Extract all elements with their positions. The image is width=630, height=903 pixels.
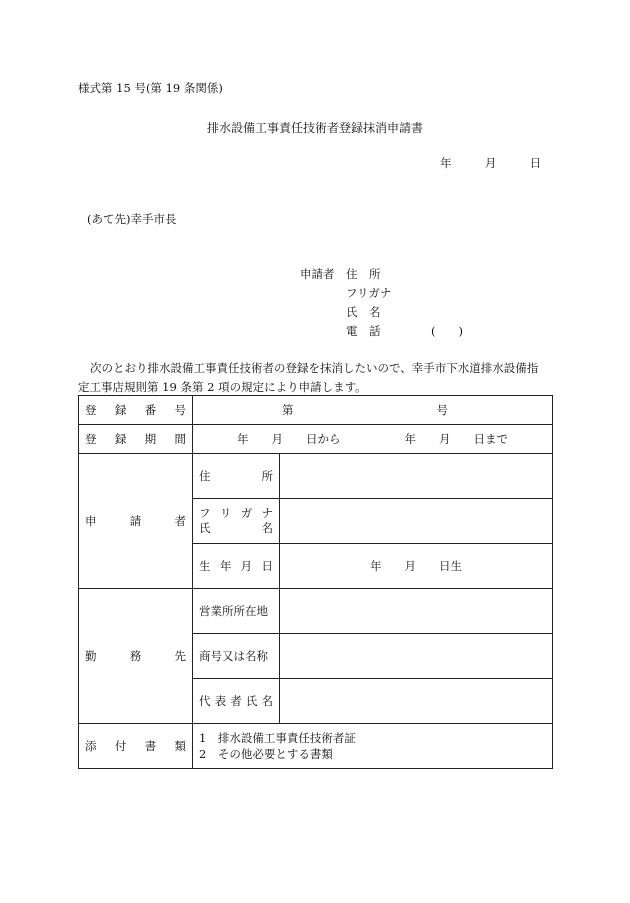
date-month-label: 月 xyxy=(484,156,497,170)
birth-label-cell: 生 年 月 日 xyxy=(193,544,280,589)
office-location-value-cell[interactable] xyxy=(280,589,553,634)
document-title: 排水設備工事責任技術者登録抹消申請書 xyxy=(206,121,423,135)
row-attachments xyxy=(79,724,553,769)
representative-value-cell[interactable] xyxy=(280,679,553,724)
reg-period-label-cell: 登 録 期 間 xyxy=(79,425,193,454)
date-year-label: 年 xyxy=(440,156,452,170)
reg-period-from: 年 月 日から xyxy=(237,432,341,446)
applicant-furigana-label: フリガナ xyxy=(346,286,392,300)
attachments-value-cell xyxy=(193,724,553,769)
reg-number-go: 号 xyxy=(436,403,448,417)
row-office-location xyxy=(79,589,553,634)
representative-label-cell: 代 表 者 氏 名 xyxy=(193,679,280,724)
applicant-role: 申請者 xyxy=(300,267,335,281)
birth-value-cell[interactable] xyxy=(280,544,553,589)
birth-value: 年 月 日生 xyxy=(370,559,462,573)
applicant-block xyxy=(300,266,463,342)
row-registration-number xyxy=(79,396,553,425)
date-day-label: 日 xyxy=(529,156,542,170)
reg-number-label-cell: 登 録 番 号 xyxy=(79,396,193,425)
trade-name-value-cell[interactable] xyxy=(280,634,553,679)
trade-name-label-cell xyxy=(193,634,280,679)
office-location-label-cell xyxy=(193,589,280,634)
applicant-phone-label: 電 話 xyxy=(346,324,381,338)
reg-number-value-cell[interactable] xyxy=(193,396,553,425)
reg-period-to: 年 月 日まで xyxy=(404,432,508,446)
applicant-phone-paren: ( ) xyxy=(431,324,463,338)
workplace-label-cell: 勤 務 先 xyxy=(79,589,193,724)
body-text: 次のとおり排水設備工事責任技術者の登録を抹消したいので、幸手市下水道排水設備指定工事店規則第 19 条第 2 項の規定により申請します。 xyxy=(78,361,539,394)
reg-number-dai: 第 xyxy=(282,403,294,417)
application-table xyxy=(78,395,553,769)
address-label-cell: 住 所 xyxy=(193,454,280,499)
attachment-item: 2 その他必要とする書類 xyxy=(199,747,333,761)
applicant-name-label: 氏 名 xyxy=(346,305,381,319)
attachment-item: 1 排水設備工事責任技術者証 xyxy=(199,731,356,745)
reg-period-value-cell[interactable] xyxy=(193,425,553,454)
applicant-label-cell: 申 請 者 xyxy=(79,454,193,589)
form-number: 様式第 15 号(第 19 条関係) xyxy=(78,81,223,95)
trade-name-label: 商号又は名称 xyxy=(199,649,268,663)
furigana-name-label-cell: フ リ ガ ナ 氏 名 xyxy=(193,499,280,544)
date-line xyxy=(440,155,541,171)
row-applicant-address xyxy=(79,454,553,499)
applicant-address-label: 住 所 xyxy=(346,267,381,281)
row-registration-period xyxy=(79,425,553,454)
office-location-label: 営業所所在地 xyxy=(199,604,268,618)
address-value-cell[interactable] xyxy=(280,454,553,499)
attachments-label-cell: 添 付 書 類 xyxy=(79,724,193,769)
addressee: (あて先)幸手市長 xyxy=(87,212,177,226)
name-value-cell[interactable] xyxy=(280,499,553,544)
